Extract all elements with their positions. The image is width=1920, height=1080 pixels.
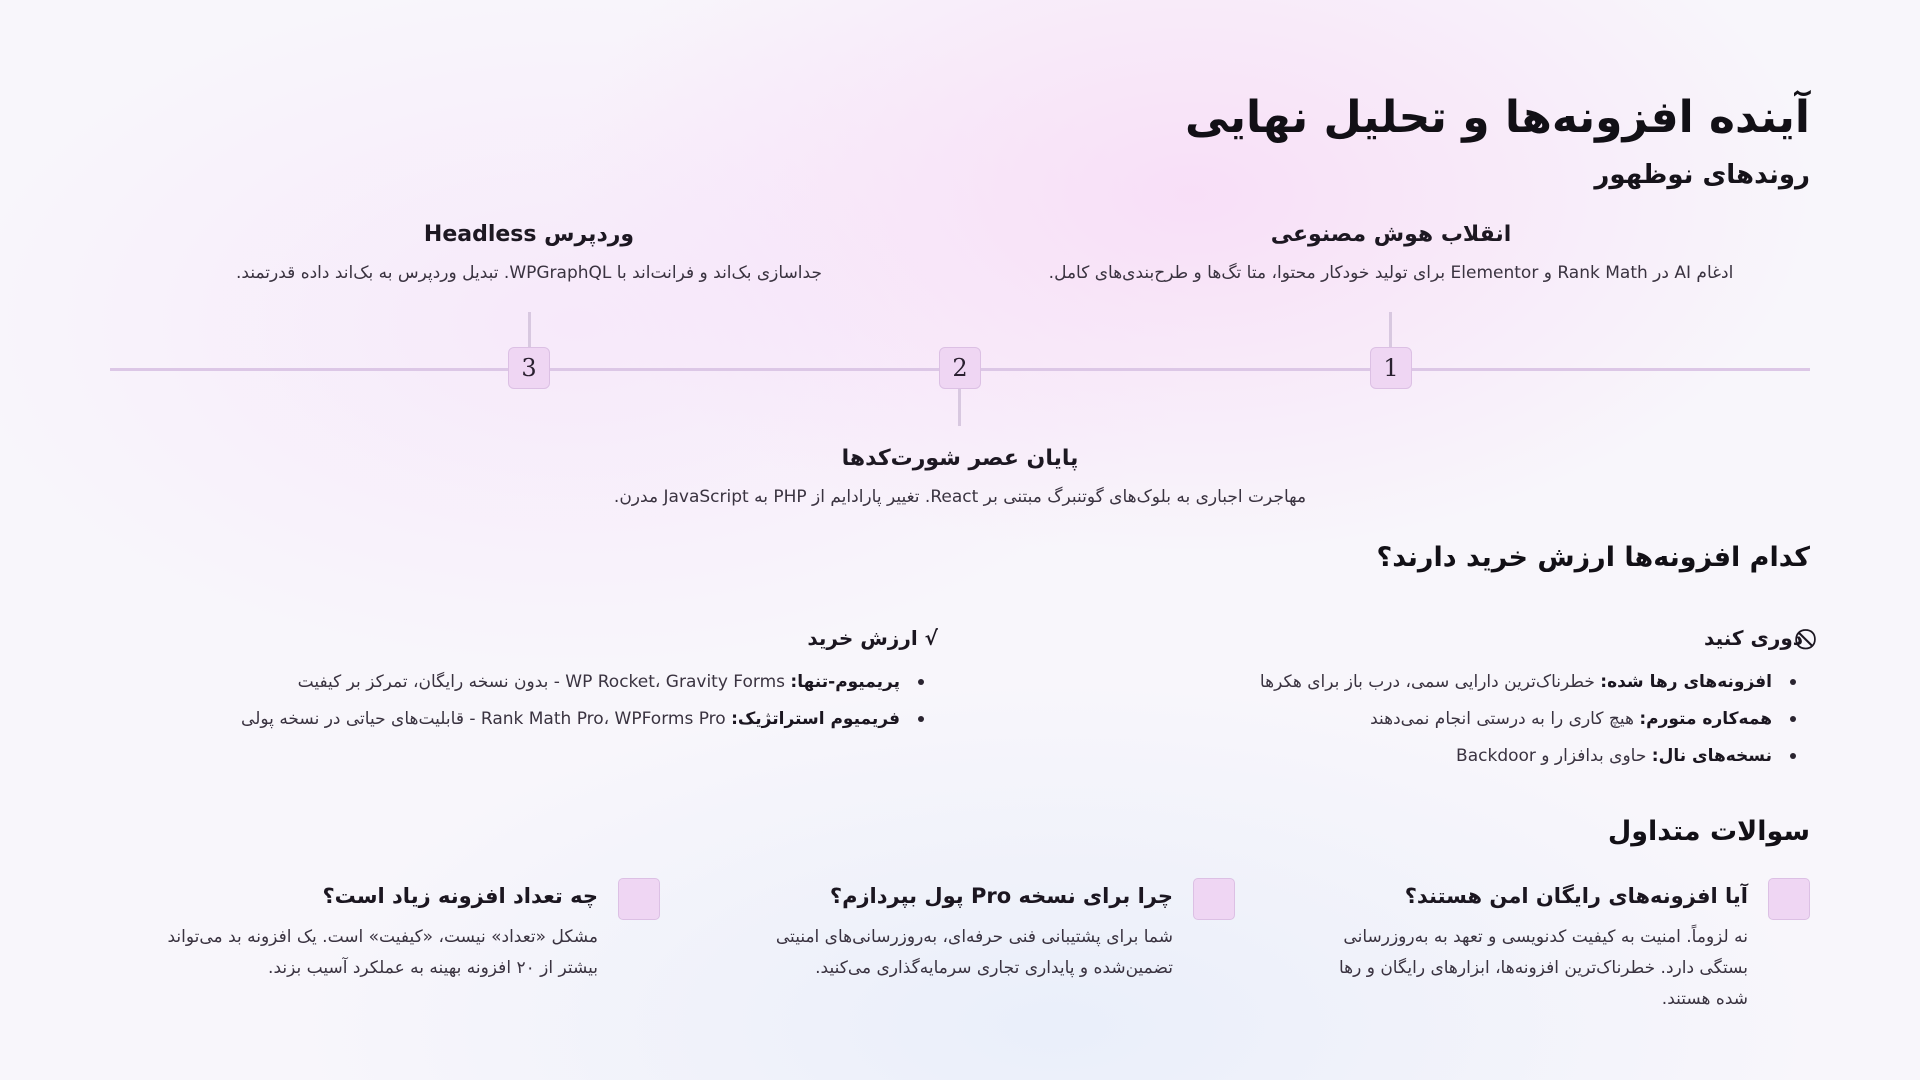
list-item	[990, 670, 1772, 694]
faq-answer: نه لزوماً. امنیت به کیفیت کدنویسی و تعهد به به‌روزرسانی بستگی دارد. خطرناک‌ترین افزونه‌ها، ابزارهای رایگان و رها شده هستند.	[1338, 927, 1748, 1009]
item-label: فریمیوم استراتژیک:	[731, 709, 900, 729]
timeline-stem	[1389, 312, 1392, 348]
item-text: حاوی بدافزار و Backdoor	[1456, 746, 1652, 766]
faq-icon	[1768, 878, 1810, 920]
item-text: هیچ کاری را به درستی انجام نمی‌دهند	[1370, 709, 1640, 729]
timeline-node-3: 3	[508, 347, 550, 389]
list-item	[990, 707, 1772, 731]
item-label: پریمیوم-تنها:	[790, 672, 900, 692]
faq-question: چه تعداد افزونه زیاد است؟	[322, 884, 598, 908]
timeline-card-text: جداسازی بک‌اند و فرانت‌اند با WPGraphQL. تبدیل وردپرس به بک‌اند داده قدرتمند.	[236, 263, 822, 283]
timeline-node-2: 2	[939, 347, 981, 389]
buy-heading: کدام افزونه‌ها ارزش خرید دارند؟	[1376, 542, 1810, 573]
timeline-node-1: 1	[1370, 347, 1412, 389]
page-title: آینده افزونه‌ها و تحلیل نهایی	[1185, 92, 1810, 143]
list-item	[990, 744, 1772, 768]
item-text: خطرناک‌ترین دارایی سمی، درب باز برای هکرها	[1259, 672, 1601, 692]
timeline-card-headless	[149, 222, 909, 283]
avoid-title: ⃠ دوری کنید	[1704, 626, 1810, 650]
faq-icon	[1193, 878, 1235, 920]
faq-answer: مشکل «تعداد» نیست، «کیفیت» است. یک افزونه بد می‌تواند بیشتر از ۲۰ افزونه بهینه به عملکرد آسیب بزند.	[167, 927, 598, 978]
timeline-card-text: ادغام AI در Rank Math و Elementor برای تولید خودکار محتوا، متا تگ‌ها و طرح‌بندی‌های کامل.	[1048, 263, 1734, 283]
faq-item	[160, 878, 660, 984]
section-subtitle-trends: روندهای نوظهور	[1594, 160, 1810, 190]
item-label: همه‌کاره متورم:	[1639, 709, 1772, 729]
faq-question: آیا افزونه‌های رایگان امن هستند؟	[1404, 884, 1748, 908]
faq-answer: شما برای پشتیبانی فنی حرفه‌ای، به‌روزرسانی‌های امنیتی تضمین‌شده و پایداری تجاری سرمایه‌گذاری می‌کنید.	[775, 927, 1173, 978]
item-text: Rank Math Pro، WPForms Pro - قابلیت‌های حیاتی در نسخه پولی	[241, 709, 732, 729]
worth-title: √ ارزش خرید	[807, 626, 938, 650]
faq-item	[1310, 878, 1810, 1015]
list-item	[118, 670, 900, 694]
avoid-list	[990, 670, 1810, 768]
timeline-card-ai	[1011, 222, 1771, 283]
faq-question: چرا برای نسخه Pro پول بپردازم؟	[829, 884, 1173, 908]
timeline-card-title: انقلاب هوش مصنوعی	[1270, 222, 1512, 247]
item-label: نسخه‌های نال:	[1651, 746, 1772, 766]
avoid-column	[990, 626, 1810, 781]
timeline-card-title: پایان عصر شورت‌کدها	[841, 446, 1079, 471]
item-label: افزونه‌های رها شده:	[1600, 672, 1772, 692]
timeline-stem	[958, 388, 961, 426]
faq-icon	[618, 878, 660, 920]
faq-item	[735, 878, 1235, 984]
faq-heading: سوالات متداول	[1607, 816, 1810, 847]
timeline-card-shortcodes	[580, 446, 1340, 507]
timeline-stem	[528, 312, 531, 348]
timeline-card-title: وردپرس Headless	[423, 222, 635, 247]
worth-list	[118, 670, 938, 731]
item-text: WP Rocket، Gravity Forms - بدون نسخه رایگان، تمرکز بر کیفیت	[297, 672, 791, 692]
list-item	[118, 707, 900, 731]
worth-column	[118, 626, 938, 744]
timeline-card-text: مهاجرت اجباری به بلوک‌های گوتنبرگ مبتنی بر React. تغییر پارادایم از PHP به JavaScript مدرن.	[613, 487, 1307, 507]
